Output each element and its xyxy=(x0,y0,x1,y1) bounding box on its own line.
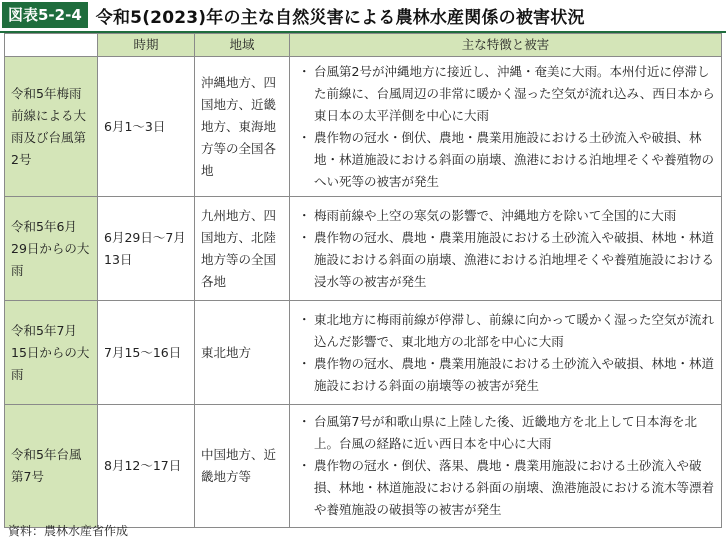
header-corner xyxy=(5,34,98,57)
detail-text: 台風第2号が沖縄地方に接近し、沖縄・奄美に大雨。本州付近に停滞した前線に、台風周辺の非常に暖かく湿った空気が流れ込み、西日本から東日本の太平洋側を中心に大雨 xyxy=(314,63,715,123)
table-row xyxy=(5,301,722,405)
table-row xyxy=(5,405,722,528)
event-name: 令和5年台風第7号 xyxy=(5,405,98,528)
header-region: 地域 xyxy=(195,34,290,57)
detail-item xyxy=(298,61,715,127)
event-name: 令和5年7月15日からの大雨 xyxy=(5,301,98,405)
detail-text: 農作物の冠水・倒伏、農地・農業用施設における土砂流入や破損、林地・林道施設における斜面の崩壊、漁港における泊地埋そくや養殖物のへい死等の被害が発生 xyxy=(314,129,715,189)
event-details xyxy=(290,57,722,197)
figure-title: 令和5(2023)年の主な自然災害による農林水産関係の被害状況 xyxy=(95,7,585,28)
event-period: 8月12～17日 xyxy=(98,405,195,528)
table-row xyxy=(5,57,722,197)
bullet-mark: ・ xyxy=(298,229,311,245)
source-note: 資料：農林水産省作成 xyxy=(8,524,129,538)
event-period: 7月15～16日 xyxy=(98,301,195,405)
event-name: 令和5年6月29日からの大雨 xyxy=(5,197,98,301)
bullet-mark: ・ xyxy=(298,414,311,429)
detail-item xyxy=(298,205,715,227)
event-period: 6月29日～7月13日 xyxy=(98,197,195,301)
detail-text: 農作物の冠水、農地・農業用施設における土砂流入や破損、林地・林道施設における斜面の崩壊、漁港における泊地埋そくや養殖施設における浸水等の被害が発生 xyxy=(314,229,715,289)
bullet-mark: ・ xyxy=(298,207,311,223)
disaster-table xyxy=(4,33,722,528)
detail-text: 梅雨前線や上空の寒気の影響で、沖縄地方を除いて全国的に大雨 xyxy=(314,207,677,223)
bullet-mark: ・ xyxy=(298,458,311,473)
event-region: 東北地方 xyxy=(195,301,290,405)
table-header-row xyxy=(5,34,722,57)
detail-item xyxy=(298,455,715,521)
bullet-mark: ・ xyxy=(298,63,311,79)
event-region: 九州地方、四国地方、北陸地方等の全国各地 xyxy=(195,197,290,301)
detail-item xyxy=(298,411,715,455)
figure-label: 図表5-2-4 xyxy=(2,2,88,28)
event-details xyxy=(290,197,722,301)
bullet-mark: ・ xyxy=(298,129,311,145)
detail-item xyxy=(298,227,715,293)
event-region: 沖縄地方、四国地方、近畿地方、東海地方等の全国各地 xyxy=(195,57,290,197)
event-period: 6月1～3日 xyxy=(98,57,195,197)
header-details: 主な特徴と被害 xyxy=(290,34,722,57)
header-period: 時期 xyxy=(98,34,195,57)
detail-item xyxy=(298,353,715,397)
bullet-mark: ・ xyxy=(298,311,311,327)
detail-text: 東北地方に梅雨前線が停滞し、前線に向かって暖かく湿った空気が流れ込んだ影響で、東北地方の北部を中心に大雨 xyxy=(314,311,715,349)
detail-text: 農作物の冠水、農地・農業用施設における土砂流入や破損、林地・林道施設における斜面の崩壊等の被害が発生 xyxy=(314,355,715,393)
event-region: 中国地方、近畿地方等 xyxy=(195,405,290,528)
bullet-mark: ・ xyxy=(298,355,311,371)
detail-text: 農作物の冠水・倒伏、落果、農地・農業用施設における土砂流入や破損、林地・林道施設における斜面の崩壊、漁港施設における流木等漂着や養殖施設の破損等の被害が発生 xyxy=(314,458,715,517)
detail-item xyxy=(298,127,715,193)
event-details xyxy=(290,301,722,405)
detail-text: 台風第7号が和歌山県に上陸した後、近畿地方を北上して日本海を北上。台風の経路に近い西日本を中心に大雨 xyxy=(314,414,697,451)
figure-title-bar xyxy=(0,0,726,30)
event-details xyxy=(290,405,722,528)
detail-item xyxy=(298,309,715,353)
event-name: 令和5年梅雨前線による大雨及び台風第2号 xyxy=(5,57,98,197)
table-row xyxy=(5,197,722,301)
